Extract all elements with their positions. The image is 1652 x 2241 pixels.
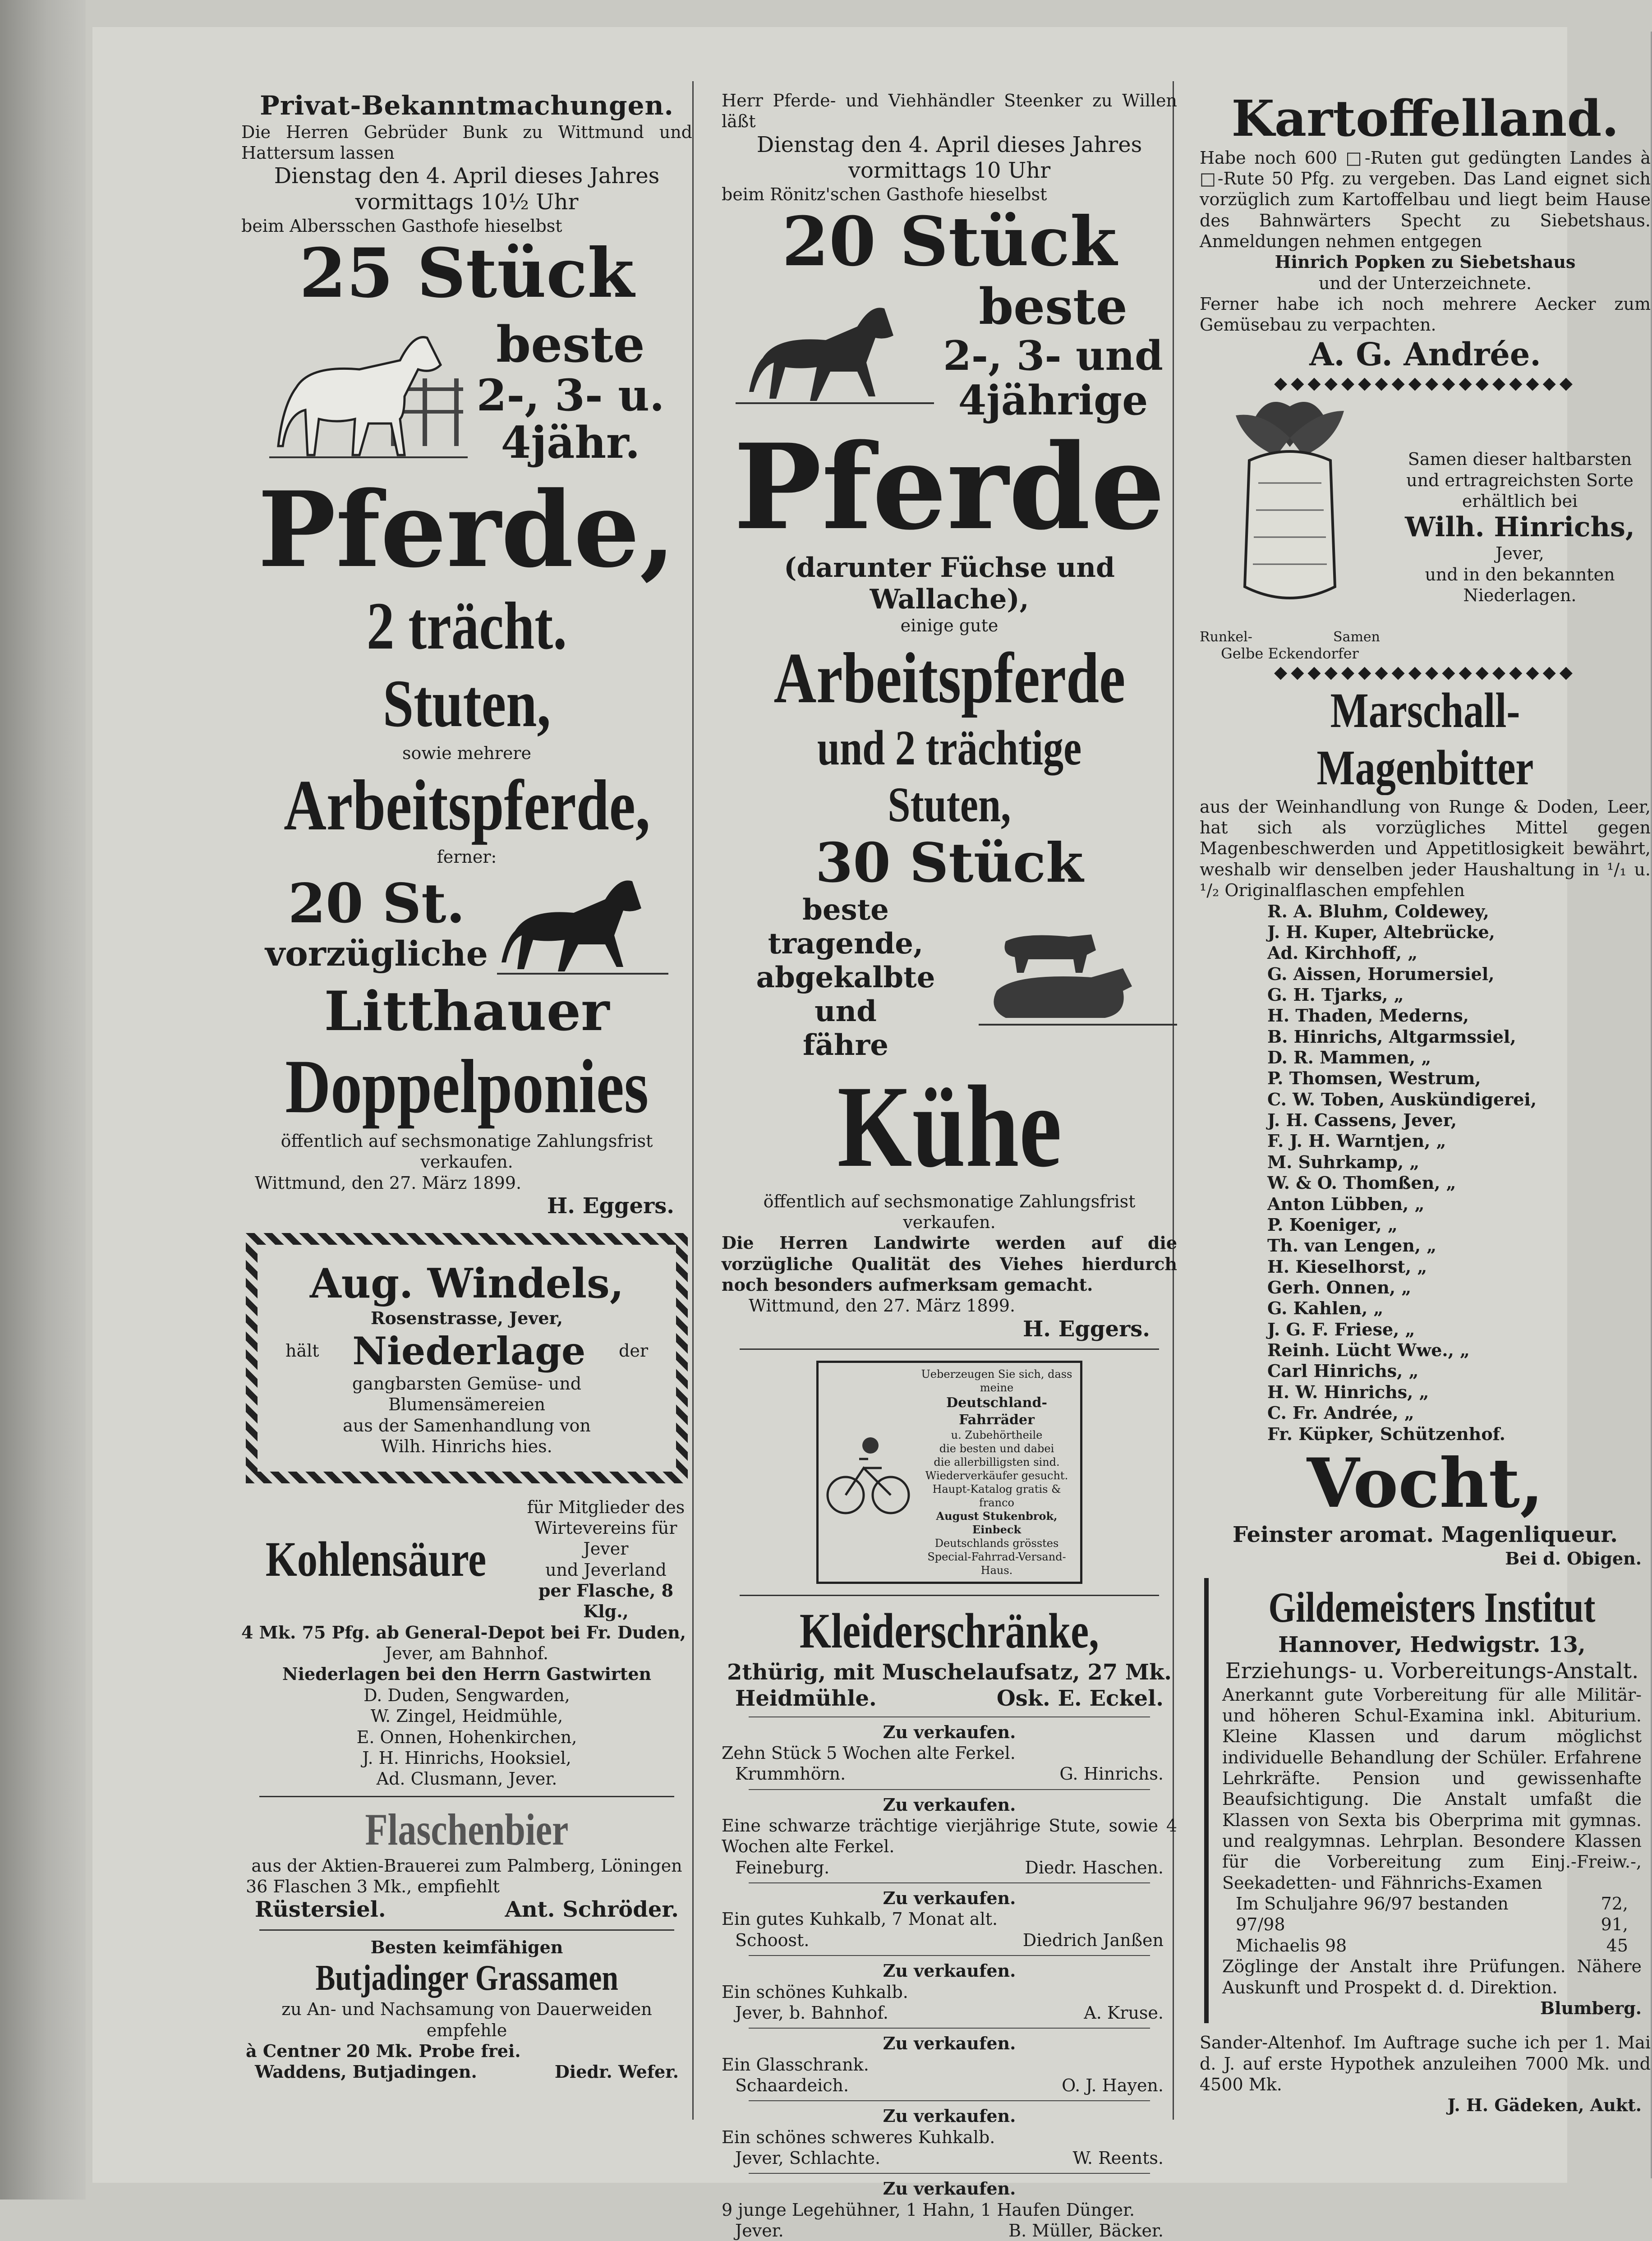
ad-signature: H. Eggers. [547, 1193, 674, 1219]
ad-intro: Die Herren Gebrüder Bunk zu Wittmund und Hattersum lassen [241, 122, 692, 163]
horse-illustration-white [269, 311, 468, 473]
steenker-horse-block [722, 279, 1177, 423]
flaschenbier-title: Flaschenbier [365, 1804, 569, 1854]
sale-name: O. J. Hayen. [1062, 2075, 1164, 2095]
kohlen-term-3: und Jeverland [545, 1560, 667, 1580]
kohlen-name: Ad. Clusmann, Jever. [376, 1769, 557, 1789]
steenker-intro: Herr Pferde- und Viehhändler Steenker zu Willen läßt [722, 91, 1177, 132]
litthauer-headline: Litthauer [324, 979, 610, 1043]
newspaper-page [92, 27, 1651, 2241]
samen-label: Samen [1333, 629, 1380, 645]
schraenke-place: Heidmühle. [735, 1685, 877, 1711]
sale-signature-row [722, 1763, 1177, 1784]
bicycle-ad [816, 1361, 1082, 1584]
sale-name: Diedrich Janßen [1022, 1930, 1164, 1950]
dealer-name: D. R. Mammen, „ [1267, 1047, 1431, 1068]
kohlen-name: W. Zingel, Heidmühle, [370, 1706, 563, 1726]
bike-line: Ueberzeugen Sie sich, dass meine [921, 1368, 1072, 1394]
institut-text: Anerkannt gute Vorbereitung für alle Militär- und höheren Schul-Examina inkl. Abiturium. Kleine Klassen und darum möglichst individuelle Behandlung der Schüler. Erfahrene Lehrkräfte. Pension und gewissenhafte Beaufsichtigung. Die Anstalt umfaßt die Klassen von Sexta bis Oberprima mit gymnas. und realgymnas. Lehrplan. Besondere Klassen für die Vorbereitung zum Einj.-Freiw.-, Seekadetten- und Fähnrichs-Examen [1222, 1684, 1642, 1893]
steenker-date: Dienstag den 4. April dieses Jahres [756, 132, 1142, 157]
ferner-text: ferner: [437, 847, 497, 867]
marschall-dealer-list [1200, 901, 1651, 1445]
windels-niederlage-row [272, 1329, 662, 1373]
kartoffel-text: Habe noch 600 □-Ruten gut gedüngten Landes à □-Rute 50 Pfg. zu vergeben. Das Land eignet sich vorzüglich zum Kartoffelbau und liegt beim Hause des Bahnwärters Specht zu Siebetshaus. Anmeldungen nehmen entgegen [1200, 147, 1651, 251]
divider [259, 1796, 674, 1797]
kartoffel-title: Kartoffelland. [1231, 89, 1619, 147]
dealer-name: P. Thomsen, Westrum, [1267, 1068, 1481, 1089]
cows-line-2: abgekalbte und [756, 960, 935, 1028]
windels-line-4: Wilh. Hinrichs hies. [381, 1436, 552, 1457]
kohlen-term-2: Wirtevereins für Jever [534, 1518, 677, 1559]
windels-line-3: aus der Samenhandlung von [343, 1415, 591, 1436]
institut-sign: Blumberg. [1540, 1997, 1642, 2018]
eckendorfer-label: Gelbe Eckendorfer [1221, 644, 1359, 662]
sale-text: Zehn Stück 5 Wochen alte Ferkel. [722, 1743, 1016, 1763]
institut-sub: Erziehungs- u. Vorbereitungs-Anstalt. [1225, 1658, 1639, 1684]
stuten-headline: und 2 trächtige Stuten, [817, 720, 1082, 833]
darunter-text: (darunter Füchse und Wallache), [784, 552, 1115, 616]
bike-line: Wiederverkäufer gesucht. [925, 1469, 1068, 1482]
windels-der: der [619, 1341, 648, 1361]
sale-heading: Zu verkaufen. [883, 2033, 1016, 2054]
kohlen-name: E. Onnen, Hohenkirchen, [356, 1727, 577, 1747]
runkel-figure [1200, 393, 1380, 662]
samen-line-3: erhältlich bei [1462, 491, 1578, 511]
institut-stat-row [1222, 1914, 1642, 1935]
cows-line-3: fähre [803, 1028, 888, 1062]
bier-line-2: 36 Flaschen 3 Mk., empfiehlt [246, 1876, 500, 1896]
kohlen-term-1: für Mitglieder des [527, 1497, 685, 1517]
runkel-text [1389, 449, 1651, 606]
beet-labels [1200, 629, 1380, 645]
grassamen-name: Diedr. Wefer. [554, 2062, 679, 2082]
kuehe-headline: Kühe [837, 1061, 1062, 1192]
sale-signature-row [722, 2002, 1177, 2023]
bike-line: Special-Fahrrad-Versand-Haus. [927, 1551, 1066, 1577]
stat-value: 91, [1601, 1914, 1628, 1935]
grassamen-line-2: zu An- und Nachsamung von Dauerweiden empfehle [281, 1999, 652, 2040]
sale-text: Ein Glasschrank. [722, 2054, 869, 2075]
doppelponies-headline: Doppelponies [285, 1044, 649, 1129]
vocht-ad [1200, 1445, 1651, 1569]
dealer-name: W. & O. Thomßen, „ [1267, 1173, 1456, 1193]
schraenke-title: Kleiderschränke, [800, 1603, 1099, 1659]
column-1 [241, 90, 692, 2083]
horse-illustration-dark [497, 868, 668, 980]
sale-place: Schoost. [735, 1930, 810, 1950]
stat-label: Im Schuljahre 96/97 bestanden [1236, 1894, 1509, 1914]
bike-line: Deutschlands grösstes [934, 1537, 1059, 1550]
dealer-name: J. H. Cassens, Jever, [1267, 1110, 1457, 1131]
dealer-name: M. Suhrkamp, „ [1267, 1151, 1420, 1172]
ad-terms: öffentlich auf sechsmonatige Zahlungsfrist verkaufen. [281, 1131, 653, 1172]
grassamen-ad [241, 1937, 692, 2083]
divider [749, 1716, 1150, 1717]
steenker-count: 20 Stück [782, 202, 1117, 282]
stat-value: 45 [1606, 1935, 1628, 1956]
beet-illustration [1200, 393, 1380, 627]
bier-place: Rüstersiel. [255, 1897, 386, 1923]
dealer-name: H. Kieselhorst, „ [1267, 1256, 1427, 1277]
ages-line-1: 2-, 3- und [943, 332, 1163, 380]
bier-signature-row [241, 1897, 692, 1923]
sale-place: Schaardeich. [735, 2075, 849, 2095]
dealer-name: J. G. F. Friese, „ [1267, 1319, 1415, 1339]
kohlensaeure-terms [520, 1497, 692, 1622]
institut-stat-row [1222, 1935, 1642, 1956]
dealer-name: Anton Lübben, „ [1267, 1193, 1425, 1214]
grassamen-place: Waddens, Butjadingen. [255, 2062, 477, 2082]
cows-illustration [979, 923, 1177, 1031]
samen-line-4: Jever, [1496, 543, 1544, 564]
sale-place: Feineburg. [735, 1857, 830, 1877]
steenker-time: vormittags 10 Uhr [848, 158, 1051, 184]
bike-line: August Stukenbrok, Einbeck [936, 1509, 1058, 1537]
institut-text-2: Zöglinge der Anstalt ihre Prüfungen. Nähere Auskunft und Prospekt d. d. Direktion. [1222, 1956, 1642, 1997]
book-spine [0, 0, 86, 2200]
divider [749, 2100, 1150, 2101]
marschall-magenbitter-ad [1200, 682, 1651, 1445]
bicycle-text [918, 1367, 1076, 1577]
dealer-name: G. H. Tjarks, „ [1267, 984, 1404, 1005]
bike-line: Deutschland- [946, 1395, 1047, 1411]
dotted-divider: ◆◆◆◆◆◆◆◆◆◆◆◆◆◆◆◆◆◆ [1274, 373, 1577, 393]
grassamen-line-1: Besten keimfähigen [370, 1937, 563, 1957]
sale-heading: Zu verkaufen. [883, 2178, 1016, 2199]
column-rule [692, 81, 694, 2120]
beste-label: beste [496, 315, 645, 373]
sale-signature-row [722, 1930, 1177, 1951]
kohlen-name: J. H. Hinrichs, Hooksiel, [362, 1748, 571, 1768]
dealer-name: P. Koeniger, „ [1267, 1214, 1398, 1235]
kartoffel-name: A. G. Andrée. [1309, 335, 1541, 373]
samen-name: Wilh. Hinrichs, [1405, 511, 1635, 543]
sale-name: W. Reents. [1072, 2148, 1164, 2168]
ages-block [477, 317, 665, 467]
kohlen-niederlagen: Niederlagen bei den Herrn Gastwirten [282, 1664, 652, 1684]
for-sale-ad [722, 1955, 1177, 2023]
ad-date: Dienstag den 4. April dieses Jahres [274, 163, 660, 189]
dealer-name: B. Hinrichs, Altgarmssiel, [1267, 1026, 1516, 1047]
sale-heading: Zu verkaufen. [883, 2106, 1016, 2126]
steenker-signature: H. Eggers. [1022, 1316, 1150, 1342]
divider [259, 1929, 674, 1931]
kohlen-price: 4 Mk. 75 Pfg. ab General-Depot bei Fr. Duden, [241, 1622, 686, 1643]
for-sale-ad [722, 2100, 1177, 2168]
windels-line-2: gangbarsten Gemüse- und Blumensämereien [352, 1374, 582, 1415]
kartoffel-line-3: und der Unterzeichnete. [1318, 273, 1532, 293]
windels-address: Rosenstrasse, Jever, [370, 1307, 563, 1328]
bier-line-1: aus der Aktien-Brauerei zum Palmberg, Löningen [251, 1855, 682, 1876]
pferde-headline: Pferde, [258, 469, 676, 591]
sale-signature-row [722, 1857, 1177, 1878]
count-20-st: 20 St. [288, 872, 465, 936]
kohlen-term-4: per Flasche, 8 Klg., [538, 1580, 674, 1622]
kohlensaeure-title: Kohlensäure [265, 1532, 487, 1587]
kohlensaeure-ad [241, 1497, 692, 1790]
samen-line-6: Niederlagen. [1463, 585, 1577, 605]
sale-heading: Zu verkaufen. [883, 1721, 1016, 1742]
sale-signature-row [722, 2075, 1177, 2096]
stat-label: 97/98 [1236, 1914, 1285, 1935]
ad-place: beim Albersschen Gasthofe hieselbst [241, 216, 562, 236]
hypothek-ad [1200, 2032, 1651, 2116]
dealer-name: H. W. Hinrichs, „ [1267, 1381, 1429, 1402]
kartoffel-line-2: Hinrich Popken zu Siebetshaus [1275, 252, 1576, 272]
samen-line-2: und ertragreichsten Sorte [1406, 470, 1634, 490]
dealer-name: Fr. Küpker, Schützenhof. [1267, 1423, 1505, 1444]
bike-line: die besten und dabei [939, 1442, 1054, 1455]
dealer-name: Gerh. Onnen, „ [1267, 1277, 1412, 1298]
horse-block [241, 311, 692, 473]
dealer-name: H. Thaden, Mederns, [1267, 1005, 1469, 1026]
sale-text: Ein schönes Kuhkalb. [722, 1982, 908, 2002]
flaschenbier-ad [241, 1804, 692, 1923]
kleiderschraenke-ad [722, 1602, 1177, 1712]
for-sale-ad [722, 2173, 1177, 2241]
sale-heading: Zu verkaufen. [883, 1960, 1016, 1981]
for-sale-ad [722, 2028, 1177, 2096]
bicycle-icon [823, 1423, 913, 1522]
bike-line: Haupt-Katalog gratis & franco [932, 1483, 1061, 1509]
samen-line-5: und in den bekannten [1425, 564, 1615, 584]
sale-signature-row [722, 2148, 1177, 2168]
einige-text: einige gute [900, 616, 999, 636]
ad-dateline: Wittmund, den 27. März 1899. [255, 1173, 522, 1193]
count-30: 30 Stück [815, 831, 1084, 895]
cows-line-1: beste tragende, [768, 893, 924, 961]
dotted-divider: ◆◆◆◆◆◆◆◆◆◆◆◆◆◆◆◆◆◆ [1274, 662, 1577, 682]
divider [740, 1348, 1159, 1350]
divider [740, 1595, 1159, 1596]
divider [749, 2028, 1150, 2029]
sale-text: Eine schwarze trächtige vierjährige Stute, sowie 4 Wochen alte Ferkel. [722, 1816, 1177, 1857]
dealer-name: C. Fr. Andrée, „ [1267, 1403, 1414, 1423]
steenker-terms: öffentlich auf sechsmonatige Zahlungsfrist verkaufen. [763, 1191, 1136, 1232]
windels-niederlage: Niederlage [352, 1329, 586, 1374]
divider [749, 2173, 1150, 2174]
ages-line-1: 2-, 3- u. [476, 369, 665, 421]
steenker-place: beim Rönitz'schen Gasthofe hieselbst [722, 184, 1047, 204]
arbeitspferde-headline: Arbeitspferde [773, 637, 1125, 718]
vocht-title: Vocht, [1307, 1443, 1544, 1523]
windels-ad [246, 1233, 688, 1483]
samen-line-1: Samen dieser haltbarsten [1408, 449, 1632, 469]
pferde-headline: Pferde [733, 419, 1165, 557]
divider [749, 1955, 1150, 1956]
column-2 [722, 90, 1177, 2241]
dealer-name: F. J. H. Warntjen, „ [1267, 1131, 1446, 1151]
steenker-auction-ad [722, 90, 1177, 1342]
runkel-samen-ad [1200, 393, 1651, 662]
sale-text: Ein schönes schweres Kuhkalb. [722, 2127, 995, 2147]
stat-label: Michaelis 98 [1236, 1935, 1347, 1956]
steenker-note: Die Herren Landwirte werden auf die vorzügliche Qualität des Viehes hierdurch noch besonders aufmerksam gemacht. [722, 1233, 1177, 1295]
dealer-name: R. A. Bluhm, Coldewey, [1267, 901, 1489, 921]
arbeitspferde-headline: Arbeitspferde, [283, 765, 650, 846]
for-sale-list [722, 1716, 1177, 2241]
sale-text: Ein gutes Kuhkalb, 7 Monat alt. [722, 1909, 998, 1929]
vorzuegliche-text: vorzügliche [265, 934, 488, 974]
kohlensaeure-header [241, 1497, 692, 1622]
kohlen-location: Jever, am Bahnhof. [385, 1643, 549, 1664]
sale-name: B. Müller, Bäcker. [1008, 2221, 1164, 2241]
dealer-name: C. W. Toben, Auskündigerei, [1267, 1089, 1537, 1109]
grassamen-signature-row [241, 2062, 692, 2082]
section-heading: Privat-Bekanntmachungen. [260, 90, 674, 121]
ages-line-2: 4jähr. [501, 417, 640, 469]
dealer-name: Th. van Lengen, „ [1267, 1235, 1437, 1256]
institut-stat-row [1222, 1893, 1642, 1914]
windels-haelt: hält [285, 1341, 319, 1361]
sale-signature-row [722, 2220, 1177, 2241]
steenker-dateline: Wittmund, den 27. März 1899. [749, 1296, 1016, 1316]
divider [749, 1882, 1150, 1883]
steenker-ages-block [943, 279, 1163, 423]
mehrere-text: sowie mehrere [402, 743, 531, 763]
sale-place: Jever. [735, 2221, 784, 2241]
cows-block [722, 893, 1177, 1062]
sale-text: 9 junge Legehühner, 1 Hahn, 1 Haufen Dünger. [722, 2200, 1135, 2220]
kartoffelland-ad [1200, 90, 1651, 373]
dealer-name: Ad. Kirchhoff, „ [1267, 943, 1418, 963]
ages-line-2: 4jährige [958, 377, 1148, 425]
ad-time: vormittags 10½ Uhr [355, 189, 579, 215]
runkel-label: Runkel- [1200, 629, 1252, 645]
bike-line: Fahrräder [959, 1412, 1035, 1428]
sale-name: Diedr. Haschen. [1025, 1857, 1164, 1877]
stuten-headline: 2 trächt. Stuten, [366, 588, 567, 741]
for-sale-ad [722, 1716, 1177, 1785]
sale-name: A. Kruse. [1084, 2002, 1164, 2023]
vocht-line-2: Bei d. Obigen. [1505, 1548, 1642, 1569]
ponies-block [241, 868, 692, 980]
gildemeister-institut-ad [1204, 1578, 1646, 2023]
stat-value: 72, [1601, 1894, 1628, 1914]
hypothek-text: Sander-Altenhof. Im Auftrage suche ich per 1. Mai d. J. auf erste Hypothek anzuleihen 7000 Mk. und 4500 Mk. [1200, 2033, 1651, 2094]
dealer-name: Reinh. Lücht Wwe., „ [1267, 1340, 1470, 1361]
ad-count: 25 Stück [299, 233, 635, 313]
hypothek-name: J. H. Gädeken, Aukt. [1447, 2095, 1642, 2116]
sale-place: Jever, b. Bahnhof. [735, 2002, 888, 2023]
kartoffel-text-2: Ferner habe ich noch mehrere Aecker zum Gemüsebau zu verpachten. [1200, 294, 1651, 335]
sale-place: Krummhörn. [735, 1764, 846, 1784]
schraenke-signature-row [722, 1686, 1177, 1712]
bike-line: u. Zubehörtheile [951, 1429, 1043, 1442]
grassamen-title: Butjadinger Grassamen [315, 1958, 618, 1998]
bier-name: Ant. Schröder. [505, 1897, 679, 1923]
grassamen-line-3: à Centner 20 Mk. Probe frei. [246, 2040, 521, 2061]
kohlen-name: D. Duden, Sengwarden, [364, 1685, 570, 1705]
sale-name: G. Hinrichs. [1059, 1764, 1164, 1784]
vocht-line-1: Feinster aromat. Magenliqueur. [1233, 1522, 1618, 1548]
column-3 [1200, 90, 1651, 2116]
dealer-name: G. Kahlen, „ [1267, 1298, 1384, 1319]
bike-line: die allerbilligsten sind. [934, 1456, 1060, 1469]
dealer-name: Carl Hinrichs, „ [1267, 1361, 1419, 1381]
marschall-text: aus der Weinhandlung von Runge & Doden, Leer, hat sich als vorzügliches Mittel gegen Magenbeschwerden und Appetitlosigkeit bewährt, weshalb wir denselben jeder Haushaltung in ¹/₁ u. ¹/₂ Originalflaschen empfehlen [1200, 796, 1651, 901]
institut-title: Gildemeisters Institut [1268, 1583, 1596, 1632]
schraenke-name: Osk. E. Eckel. [996, 1685, 1164, 1711]
schraenke-line-1: 2thürig, mit Muschelaufsatz, 27 Mk. [727, 1660, 1172, 1685]
beste-label: beste [979, 277, 1127, 336]
dealer-name: J. H. Kuper, Altebrücke, [1267, 921, 1495, 942]
dealer-name: G. Aissen, Horumersiel, [1267, 963, 1495, 984]
institut-city: Hannover, Hedwigstr. 13, [1278, 1632, 1586, 1658]
windels-name: Aug. Windels, [309, 1259, 624, 1307]
divider [749, 1789, 1150, 1790]
sale-place: Jever, Schlachte. [735, 2148, 881, 2168]
horse-illustration-dark [736, 290, 934, 412]
eggers-horse-auction-ad [241, 90, 692, 1219]
sale-heading: Zu verkaufen. [883, 1794, 1016, 1815]
sale-heading: Zu verkaufen. [883, 1888, 1016, 1909]
marschall-title: Marschall-Magenbitter [1316, 682, 1534, 795]
for-sale-ad [722, 1789, 1177, 1878]
for-sale-ad [722, 1882, 1177, 1951]
